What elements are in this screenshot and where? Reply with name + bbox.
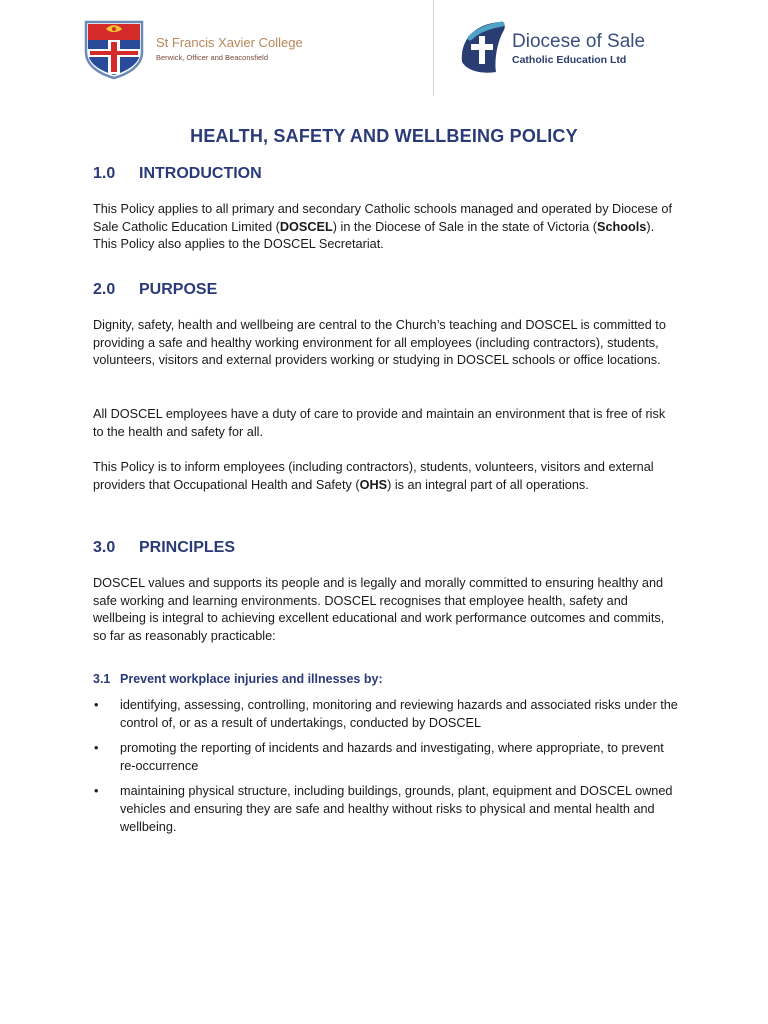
purpose-paragraph-3 [93, 459, 678, 494]
list-item-text: maintaining physical structure, including buildings, grounds, plant, equipment and DOSCEL owned vehicles and ensuring they are safe and healthy without risks to physical and mental health and wellbeing. [120, 784, 673, 834]
diocese-of-sale-logo [456, 18, 696, 78]
header-divider [433, 0, 434, 96]
section-title: PRINCIPLES [139, 539, 236, 556]
section-title: PURPOSE [139, 281, 218, 298]
schools-term: Schools [597, 219, 647, 234]
text-run: This Policy applies to all primary and secondary Catholic schools managed and operated by Diocese of Sale Catholic Education Limited ( [93, 202, 673, 234]
page-header [0, 0, 768, 100]
section-number: 1.0 [93, 165, 116, 182]
subsection-number: 3.1 [93, 672, 111, 686]
text-run: This Policy is to inform employees (including contractors), students, volunteers, visitors and external providers that Occupational Health and Safety ( [93, 460, 654, 492]
principles-paragraph: DOSCEL values and supports its people and is legally and morally committed to ensuring healthy and safe working and learning environments. DOSCEL recognises that employee health, safety and wellbeing is integral to achieving excellent educational and work performance outcomes and commits, so far as reasonably practicable: [93, 576, 665, 643]
list-item [93, 697, 678, 732]
subsection-title: Prevent workplace injuries and illnesses by: [120, 672, 383, 686]
purpose-paragraph-1: Dignity, safety, health and wellbeing are central to the Church’s teaching and DOSCEL is committed to providing a safe and healthy working environment for all employees (including contractors), students, volunteers, visitors and external providers working or studying in DOSCEL schools or office locations. [93, 318, 666, 368]
sfx-college-logo [84, 18, 314, 80]
diocese-name: Diocese of Sale [512, 31, 646, 52]
doscel-term: DOSCEL [279, 219, 333, 234]
section-heading-introduction [93, 165, 262, 183]
bullet-icon: • [94, 698, 99, 712]
list-item [93, 783, 678, 836]
bullet-icon: • [94, 741, 99, 756]
diocese-cross-icon [456, 18, 508, 76]
subsection-heading [93, 672, 383, 686]
section-heading-purpose [93, 281, 217, 299]
purpose-paragraph-2: All DOSCEL employees have a duty of care to provide and maintain an environment that is free of risk to the health and safety for all. [93, 407, 666, 439]
bullet-icon: • [94, 784, 99, 799]
ohs-term: OHS [359, 477, 388, 492]
section-heading-principles [93, 539, 235, 557]
sfx-college-campuses: Berwick, Officer and Beaconsfield [156, 53, 268, 62]
sfx-crest-icon [84, 18, 146, 80]
section-title: INTRODUCTION [139, 165, 262, 182]
list-item-text: identifying, assessing, controlling, monitoring and reviewing hazards and associated risks under the control of, or as a result of undertakings, conducted by DOSCEL [120, 698, 678, 730]
list-item [93, 740, 678, 775]
document-title: HEALTH, SAFETY AND WELLBEING POLICY [190, 126, 578, 146]
list-item-text: promoting the reporting of incidents and hazards and investigating, where appropriate, to prevent re-occurrence [120, 741, 664, 773]
section-number: 2.0 [93, 281, 116, 298]
intro-paragraph [93, 201, 678, 254]
sfx-college-name: St Francis Xavier College [156, 35, 303, 50]
text-run: ) in the Diocese of Sale in the state of Victoria ( [332, 219, 597, 234]
text-run: ). This Policy also applies to the DOSCEL Secretariat. [93, 219, 655, 252]
bullet-list [93, 697, 678, 844]
diocese-entity: Catholic Education Ltd [512, 54, 627, 66]
text-run: ) is an integral part of all operations. [387, 477, 589, 492]
section-number: 3.0 [93, 539, 116, 556]
